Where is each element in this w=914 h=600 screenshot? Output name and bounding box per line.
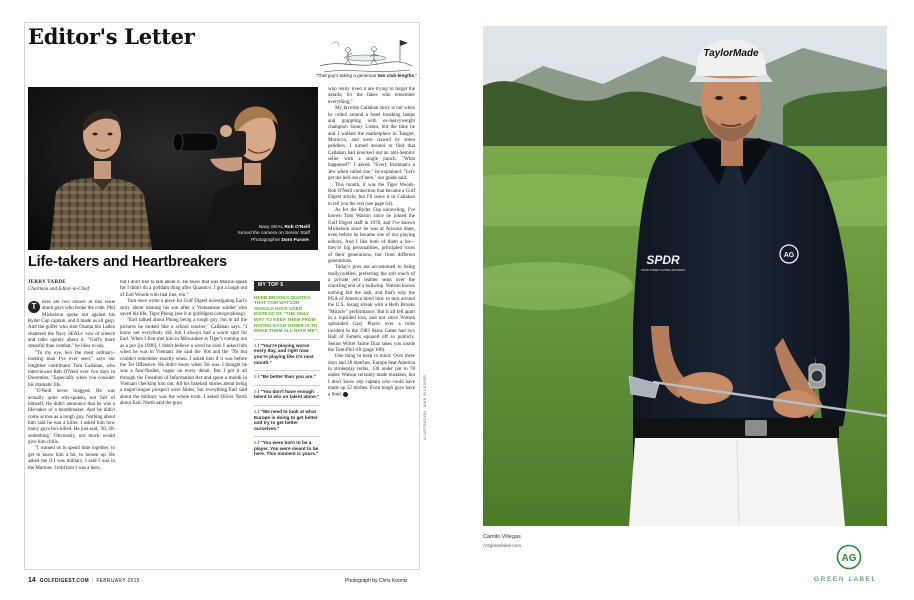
author-name: JERRY TARDE: [28, 280, 66, 285]
article-paragraph: Tom once wrote a piece for Golf Digest investigating Earl's story about naming his son after a Vietnamese soldier who saved his life, Tiger Phong (see it at golfdigest.com/go/phong).: [120, 299, 247, 317]
cartoon-caption: "That guy's taking a generous two club-lengths.": [315, 73, 417, 78]
end-mark-icon: [343, 392, 348, 397]
article-paragraph: "To my eye, he's the most ordinary-looking man I've ever seen," says our longtime contributor Tom Callahan, who interviewed Rob O'Neill over two days in December. "Especially when you consider his dramatic life.: [28, 350, 115, 388]
illustration-credit: ILLUSTRATION: JOHN IR LEAVER: [423, 374, 427, 440]
sidebar-intro: HERB BROOKS QUOTES THAT TOM WATSON SHOULD HAVE USED INSTEAD OF "THE ONLY WAY TO KEEP THEM FROM HATING EACH OTHER IS TO MAKE THEM ALL HATE ME":: [254, 294, 319, 334]
ag-brand-logo: [836, 544, 862, 570]
shirt-sponsor-sub: STATE STREET GLOBAL ADVISORS: [641, 269, 685, 272]
article-paragraph: My favorite Callahan story is not when he rolled around a hotel breaking lamps and grappling with ex-heavyweight champion Sonny Liston, but the time he and I walked the marketplace in Tangier, Morocco, and were clawed by street peddlers. I turned around to find that Callahan had knocked out an anti-Semitic seller with a single punch. "What happened?" I asked. "Every Irishman's a Jew when called one," he explained. "Let's get the hell out of here," our guide said.: [328, 106, 415, 181]
article-paragraph: who really lived it are trying to forget the details; it's the fakes who remember everything.": [328, 87, 415, 105]
article-paragraph: "O'Neill never bragged. He was actually quite soft-spoken, not full of himself. He didn't announce that he was a life-taker or a heartbreaker. And he didn't come across as a tough guy. Nothing about him said he was a killer. I asked him how many guys he's killed. He just said, '30, 30-something.' Obviously, not much would give him chills.: [28, 389, 115, 445]
sidebar-heading: MY TOP 5: [254, 281, 320, 291]
author-role: Chairman and Editor-in-Chief: [28, 286, 90, 292]
sidebar-item: 5 / "You were born to be a player. You were meant to be here. This moment is yours.": [254, 436, 320, 457]
cap-logo: TaylorMade: [703, 48, 759, 59]
article-paragraph: "Earl talked about Phong being a tough guy, but in all the pictures he looked like a school teacher," Callahan says. "I know not everybody did, but I always had a warm spot for Earl. When I first met him in Milwaukee at Tiger's coming out as a pro [in 1996], I didn't believe a word he said. I asked him when he was in Vietnam. He said the '60s and the '70s but couldn't remember exactly when. I asked him if it was before the Tet Offensive. He didn't know when Tet was. I thought he was a four-flusher, vague on every detail. But I got it all through the Freedom of Information Act and spent a month in Vietnam checking him out. All his baseball stories about being a major-league prospect were fables, but everything Earl said about the military was the whole truth. I asked Oliver North about Earl. North said the guys: [120, 318, 247, 406]
green-label-wordmark: GREEN LABEL: [814, 576, 877, 583]
article-paragraph: but I don't like to talk about it. He knew that was Marine-speak for I didn't do a goddam thing after Quantico. I got a laugh out of Earl Woods with that line, too.": [120, 280, 247, 298]
photo-caption: Navy SEAL Rob O'Neill turned the camera on Senior Staff Photographer Dom Furore.: [238, 224, 310, 243]
article-paragraph: As for the Ryder Cup unraveling, I've known Tom Watson since he joined the Golf Digest staff in 1978, and I've known Mickelson since he was at Arizona State, even before he became one of our playing editors. And I like both of them a lot—they're big personalities, principled icons of their generations, but from different generations.: [328, 208, 415, 264]
chest-logo: AG: [783, 252, 795, 259]
shirt-sponsor-logo: SPDR: [646, 253, 680, 267]
article-paragraph: "I wanted us to spend time together, to get to know him a bit, to loosen up. He asked me if I was military. I said I was in the Marines. I told him I was a hero,: [28, 446, 115, 471]
article-paragraph: One thing to keep in mind: Over three days and 28 matches, Europe beat America in strokeplay terms, 130 under par to 78 under. Watson certainly made mistakes, but I don't know any captain who could have made up 52 birdies. Even tough guys have a limit.: [328, 354, 415, 399]
svg-text:AG: AG: [841, 553, 857, 564]
article-paragraph: This month, it was the Tiger Woods-Rob O'Neill connection that became a Golf Digest article, but I'll leave it to Callahan to tell you the rest (see page 64).: [328, 182, 415, 207]
issue-date: FEBRUARY 2015: [96, 578, 140, 584]
ad-url[interactable]: AGgreenlabel.com: [483, 543, 522, 548]
sidebar-item: 1 / "You're playing worse every day, and right now you're playing like it's next month.": [254, 339, 320, 365]
advertisement-page: [457, 0, 914, 600]
page-number: 14: [28, 577, 36, 584]
ad-photo: [483, 26, 887, 526]
article-paragraph: T here are two stories in this issue about guys who broke the code. Phil Mickelson spoke out against his Ryder Cup captain, and it made us all gasp. And the golfer who shot Osama bin Laden shattered the Navy SEALs' vow of silence and talks openly about it. "Golf's more stressful than combat," he likes to say.: [28, 300, 115, 350]
article-column-2: [120, 280, 247, 569]
article-column-1: [28, 300, 115, 569]
byline: [28, 280, 89, 293]
section-title: Editor's Letter: [28, 24, 195, 49]
sidebar-item: 2 / "Be better than you are.": [254, 370, 320, 380]
cartoon-illustration: [318, 32, 414, 78]
page-folio: 14 GOLFDIGEST.COM | FEBRUARY 2015: [28, 577, 140, 584]
feature-photo: [28, 87, 318, 250]
ad-model-name: Camilo Villegas: [483, 534, 521, 540]
ad-scene: [483, 26, 887, 526]
article-paragraph: Today's pros are accustomed to being mollycoddled, preferring the soft touch of a private jet's leather seats over the crackling end of a bullwhip. Watson knows nothing but the lash, and that's why the PGA of America hired him: to turn around the U.S. losing streak with a Herb Brooks "Miracle" performance. But it all fell apart in a lopsided loss, and not since Watson upbraided Gary Player over a rules incident in the 1983 Skins Game had two Hall of Famers squared off so publicly. Senior Writer Jaime Diaz takes you inside the Tom-Phil rift (page 100).: [328, 265, 415, 353]
drop-cap: T: [28, 301, 40, 313]
sidebar-item: 4 / "We need to look at what Europe is doing to get better and try to get better ourselves.": [254, 405, 320, 431]
site-name: GOLFDIGEST.COM: [39, 578, 89, 584]
sidebar-item: 3 / "You don't have enough talent to win on talent alone.": [254, 385, 320, 400]
my-top-5-sidebar: [254, 281, 320, 462]
article-column-3: [328, 87, 415, 569]
photo-credit: Photograph by Chris Koontz: [345, 578, 408, 584]
article-headline: Life-takers and Heartbreakers: [28, 254, 227, 270]
